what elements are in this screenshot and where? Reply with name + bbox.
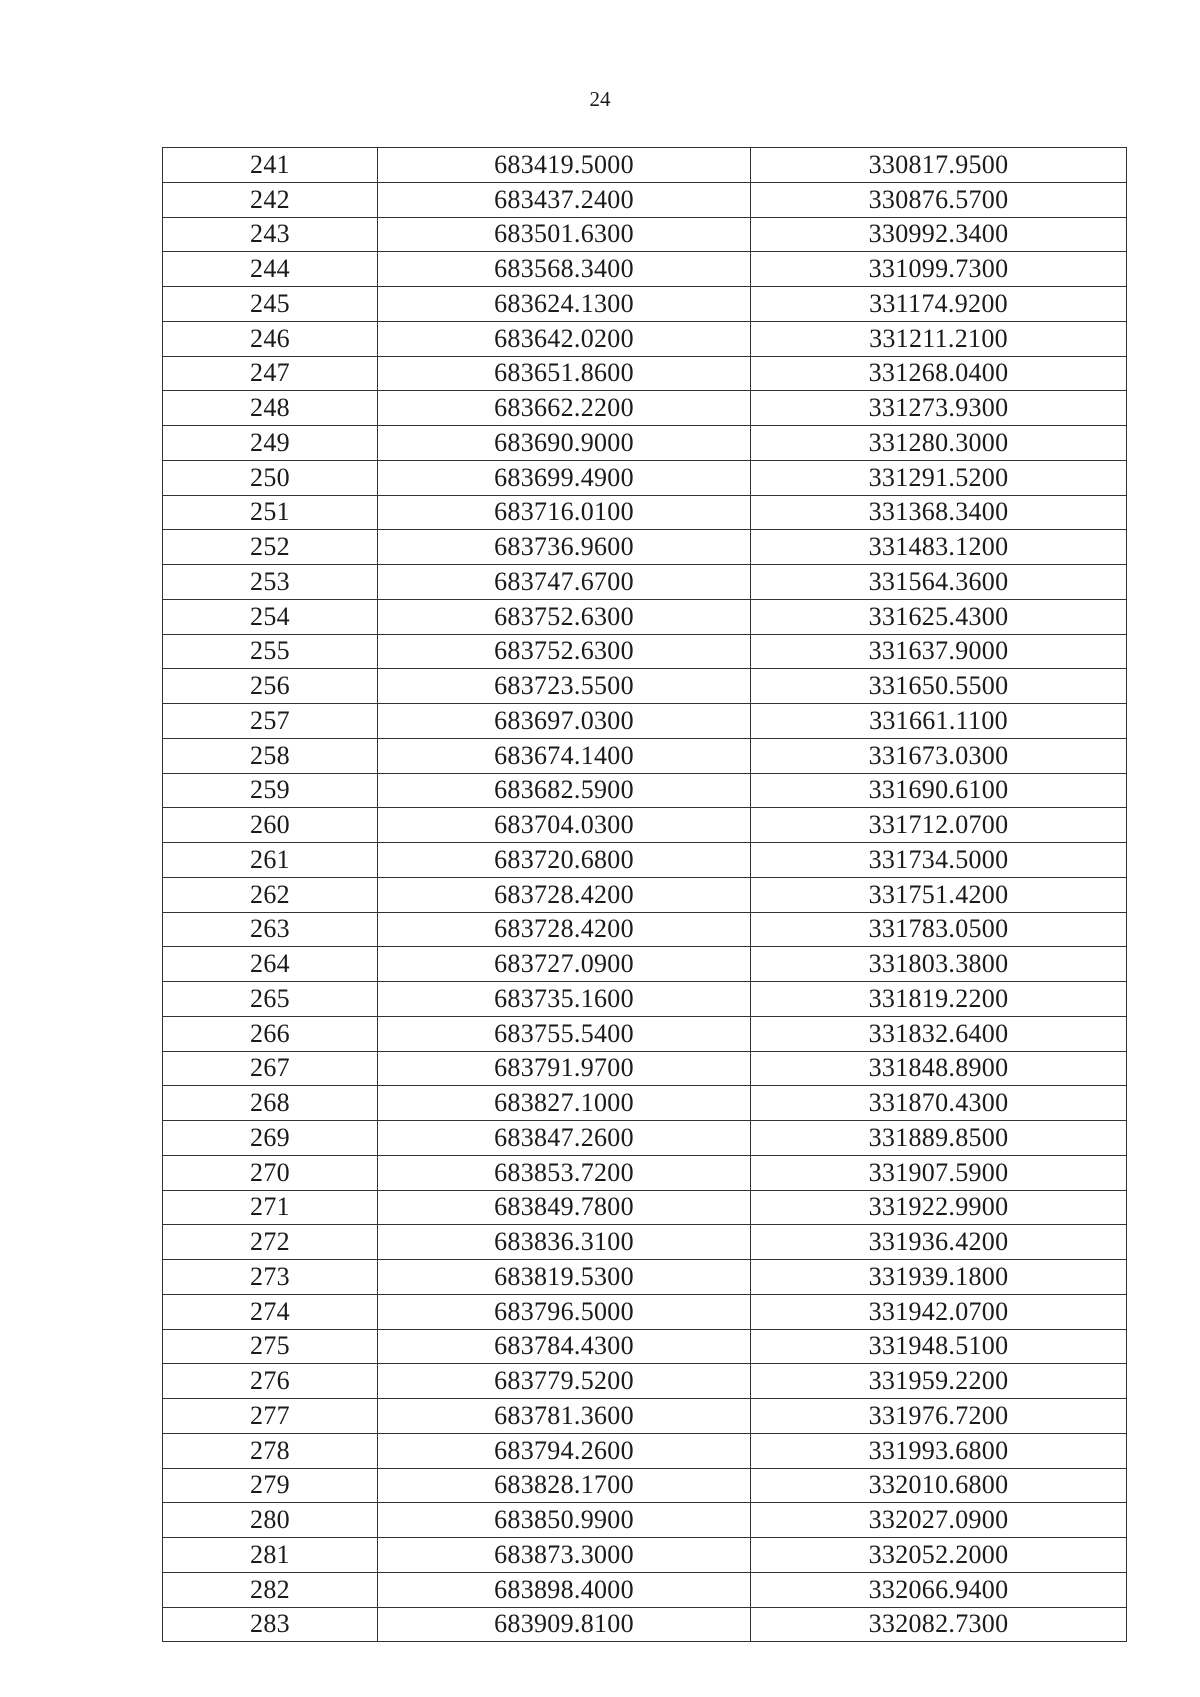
point-number-cell: 261: [163, 843, 378, 878]
x-coordinate-cell: 683747.6700: [378, 565, 751, 600]
table-row: [163, 565, 1127, 600]
y-coordinate-cell: 332027.0900: [751, 1503, 1127, 1538]
x-coordinate-cell: 683779.5200: [378, 1364, 751, 1399]
y-coordinate-cell: 331751.4200: [751, 877, 1127, 912]
x-coordinate-cell: 683781.3600: [378, 1399, 751, 1434]
x-coordinate-cell: 683437.2400: [378, 182, 751, 217]
y-coordinate-cell: 331948.5100: [751, 1329, 1127, 1364]
point-number-cell: 281: [163, 1538, 378, 1573]
table-row: [163, 1016, 1127, 1051]
table-row: [163, 773, 1127, 808]
y-coordinate-cell: 331942.0700: [751, 1294, 1127, 1329]
table-row: [163, 982, 1127, 1017]
x-coordinate-cell: 683723.5500: [378, 669, 751, 704]
table-row: [163, 1607, 1127, 1642]
table-row: [163, 843, 1127, 878]
x-coordinate-cell: 683909.8100: [378, 1607, 751, 1642]
y-coordinate-cell: 331889.8500: [751, 1121, 1127, 1156]
y-coordinate-cell: 331268.0400: [751, 356, 1127, 391]
table-row: [163, 912, 1127, 947]
x-coordinate-cell: 683735.1600: [378, 982, 751, 1017]
table-row: [163, 460, 1127, 495]
x-coordinate-cell: 683699.4900: [378, 460, 751, 495]
y-coordinate-cell: 331690.6100: [751, 773, 1127, 808]
table-row: [163, 287, 1127, 322]
y-coordinate-cell: 332066.9400: [751, 1572, 1127, 1607]
point-number-cell: 259: [163, 773, 378, 808]
table-row: [163, 321, 1127, 356]
point-number-cell: 244: [163, 252, 378, 287]
x-coordinate-cell: 683850.9900: [378, 1503, 751, 1538]
x-coordinate-cell: 683853.7200: [378, 1155, 751, 1190]
point-number-cell: 256: [163, 669, 378, 704]
point-number-cell: 268: [163, 1086, 378, 1121]
x-coordinate-cell: 683784.4300: [378, 1329, 751, 1364]
x-coordinate-cell: 683827.1000: [378, 1086, 751, 1121]
y-coordinate-cell: 331922.9900: [751, 1190, 1127, 1225]
y-coordinate-cell: 331976.7200: [751, 1399, 1127, 1434]
point-number-cell: 252: [163, 530, 378, 565]
y-coordinate-cell: 331661.1100: [751, 704, 1127, 739]
x-coordinate-cell: 683651.8600: [378, 356, 751, 391]
y-coordinate-cell: 331939.1800: [751, 1260, 1127, 1295]
y-coordinate-cell: 331637.9000: [751, 634, 1127, 669]
table-row: [163, 1086, 1127, 1121]
table-row: [163, 182, 1127, 217]
table-row: [163, 356, 1127, 391]
table-row: [163, 426, 1127, 461]
y-coordinate-cell: 331870.4300: [751, 1086, 1127, 1121]
table-row: [163, 1225, 1127, 1260]
table-row: [163, 1294, 1127, 1329]
table-row: [163, 252, 1127, 287]
point-number-cell: 277: [163, 1399, 378, 1434]
table-row: [163, 1364, 1127, 1399]
point-number-cell: 254: [163, 599, 378, 634]
x-coordinate-cell: 683796.5000: [378, 1294, 751, 1329]
x-coordinate-cell: 683736.9600: [378, 530, 751, 565]
point-number-cell: 251: [163, 495, 378, 530]
y-coordinate-cell: 331211.2100: [751, 321, 1127, 356]
y-coordinate-cell: 332052.2000: [751, 1538, 1127, 1573]
table-row: [163, 1329, 1127, 1364]
point-number-cell: 271: [163, 1190, 378, 1225]
x-coordinate-cell: 683836.3100: [378, 1225, 751, 1260]
y-coordinate-cell: 331734.5000: [751, 843, 1127, 878]
x-coordinate-cell: 683828.1700: [378, 1468, 751, 1503]
x-coordinate-cell: 683849.7800: [378, 1190, 751, 1225]
x-coordinate-cell: 683794.2600: [378, 1433, 751, 1468]
y-coordinate-cell: 331673.0300: [751, 738, 1127, 773]
point-number-cell: 241: [163, 148, 378, 183]
x-coordinate-cell: 683704.0300: [378, 808, 751, 843]
table-row: [163, 1399, 1127, 1434]
point-number-cell: 246: [163, 321, 378, 356]
point-number-cell: 264: [163, 947, 378, 982]
point-number-cell: 265: [163, 982, 378, 1017]
table-row: [163, 1121, 1127, 1156]
y-coordinate-cell: 331803.3800: [751, 947, 1127, 982]
x-coordinate-cell: 683568.3400: [378, 252, 751, 287]
table-row: [163, 1051, 1127, 1086]
y-coordinate-cell: 331273.9300: [751, 391, 1127, 426]
point-number-cell: 275: [163, 1329, 378, 1364]
y-coordinate-cell: 331625.4300: [751, 599, 1127, 634]
point-number-cell: 242: [163, 182, 378, 217]
table-row: [163, 217, 1127, 252]
point-number-cell: 248: [163, 391, 378, 426]
y-coordinate-cell: 331936.4200: [751, 1225, 1127, 1260]
point-number-cell: 250: [163, 460, 378, 495]
point-number-cell: 279: [163, 1468, 378, 1503]
table-row: [163, 704, 1127, 739]
point-number-cell: 266: [163, 1016, 378, 1051]
table-row: [163, 669, 1127, 704]
point-number-cell: 245: [163, 287, 378, 322]
x-coordinate-cell: 683720.6800: [378, 843, 751, 878]
y-coordinate-cell: 331099.7300: [751, 252, 1127, 287]
y-coordinate-cell: 330817.9500: [751, 148, 1127, 183]
table-row: [163, 738, 1127, 773]
point-number-cell: 263: [163, 912, 378, 947]
x-coordinate-cell: 683662.2200: [378, 391, 751, 426]
point-number-cell: 269: [163, 1121, 378, 1156]
point-number-cell: 260: [163, 808, 378, 843]
table-row: [163, 391, 1127, 426]
point-number-cell: 247: [163, 356, 378, 391]
x-coordinate-cell: 683847.2600: [378, 1121, 751, 1156]
x-coordinate-cell: 683898.4000: [378, 1572, 751, 1607]
coordinate-table: [162, 147, 1127, 1642]
table-row: [163, 1538, 1127, 1573]
point-number-cell: 274: [163, 1294, 378, 1329]
point-number-cell: 282: [163, 1572, 378, 1607]
y-coordinate-cell: 332010.6800: [751, 1468, 1127, 1503]
point-number-cell: 262: [163, 877, 378, 912]
x-coordinate-cell: 683727.0900: [378, 947, 751, 982]
x-coordinate-cell: 683728.4200: [378, 912, 751, 947]
point-number-cell: 249: [163, 426, 378, 461]
y-coordinate-cell: 331280.3000: [751, 426, 1127, 461]
y-coordinate-cell: 330992.3400: [751, 217, 1127, 252]
point-number-cell: 273: [163, 1260, 378, 1295]
y-coordinate-cell: 331712.0700: [751, 808, 1127, 843]
table-row: [163, 947, 1127, 982]
x-coordinate-cell: 683791.9700: [378, 1051, 751, 1086]
table-row: [163, 1503, 1127, 1538]
point-number-cell: 267: [163, 1051, 378, 1086]
y-coordinate-cell: 331291.5200: [751, 460, 1127, 495]
table-row: [163, 530, 1127, 565]
x-coordinate-cell: 683682.5900: [378, 773, 751, 808]
table-row: [163, 1190, 1127, 1225]
y-coordinate-cell: 331483.1200: [751, 530, 1127, 565]
y-coordinate-cell: 332082.7300: [751, 1607, 1127, 1642]
x-coordinate-cell: 683752.6300: [378, 634, 751, 669]
point-number-cell: 283: [163, 1607, 378, 1642]
y-coordinate-cell: 331848.8900: [751, 1051, 1127, 1086]
y-coordinate-cell: 331650.5500: [751, 669, 1127, 704]
table-row: [163, 808, 1127, 843]
table-row: [163, 599, 1127, 634]
x-coordinate-cell: 683755.5400: [378, 1016, 751, 1051]
point-number-cell: 278: [163, 1433, 378, 1468]
y-coordinate-cell: 331993.6800: [751, 1433, 1127, 1468]
point-number-cell: 270: [163, 1155, 378, 1190]
x-coordinate-cell: 683728.4200: [378, 877, 751, 912]
x-coordinate-cell: 683716.0100: [378, 495, 751, 530]
table-row: [163, 634, 1127, 669]
table-row: [163, 1433, 1127, 1468]
y-coordinate-cell: 331819.2200: [751, 982, 1127, 1017]
y-coordinate-cell: 331368.3400: [751, 495, 1127, 530]
table-row: [163, 495, 1127, 530]
table-row: [163, 1572, 1127, 1607]
point-number-cell: 243: [163, 217, 378, 252]
point-number-cell: 272: [163, 1225, 378, 1260]
y-coordinate-cell: 331783.0500: [751, 912, 1127, 947]
y-coordinate-cell: 330876.5700: [751, 182, 1127, 217]
y-coordinate-cell: 331959.2200: [751, 1364, 1127, 1399]
table-row: [163, 1155, 1127, 1190]
x-coordinate-cell: 683642.0200: [378, 321, 751, 356]
x-coordinate-cell: 683752.6300: [378, 599, 751, 634]
table-row: [163, 148, 1127, 183]
x-coordinate-cell: 683624.1300: [378, 287, 751, 322]
y-coordinate-cell: 331174.9200: [751, 287, 1127, 322]
point-number-cell: 253: [163, 565, 378, 600]
x-coordinate-cell: 683819.5300: [378, 1260, 751, 1295]
x-coordinate-cell: 683873.3000: [378, 1538, 751, 1573]
x-coordinate-cell: 683501.6300: [378, 217, 751, 252]
table-row: [163, 877, 1127, 912]
point-number-cell: 258: [163, 738, 378, 773]
point-number-cell: 257: [163, 704, 378, 739]
table-row: [163, 1468, 1127, 1503]
x-coordinate-cell: 683697.0300: [378, 704, 751, 739]
y-coordinate-cell: 331832.6400: [751, 1016, 1127, 1051]
coordinate-table-body: [163, 148, 1127, 1642]
x-coordinate-cell: 683674.1400: [378, 738, 751, 773]
y-coordinate-cell: 331907.5900: [751, 1155, 1127, 1190]
x-coordinate-cell: 683690.9000: [378, 426, 751, 461]
point-number-cell: 255: [163, 634, 378, 669]
x-coordinate-cell: 683419.5000: [378, 148, 751, 183]
point-number-cell: 280: [163, 1503, 378, 1538]
table-row: [163, 1260, 1127, 1295]
y-coordinate-cell: 331564.3600: [751, 565, 1127, 600]
page-number: 24: [589, 87, 611, 111]
point-number-cell: 276: [163, 1364, 378, 1399]
